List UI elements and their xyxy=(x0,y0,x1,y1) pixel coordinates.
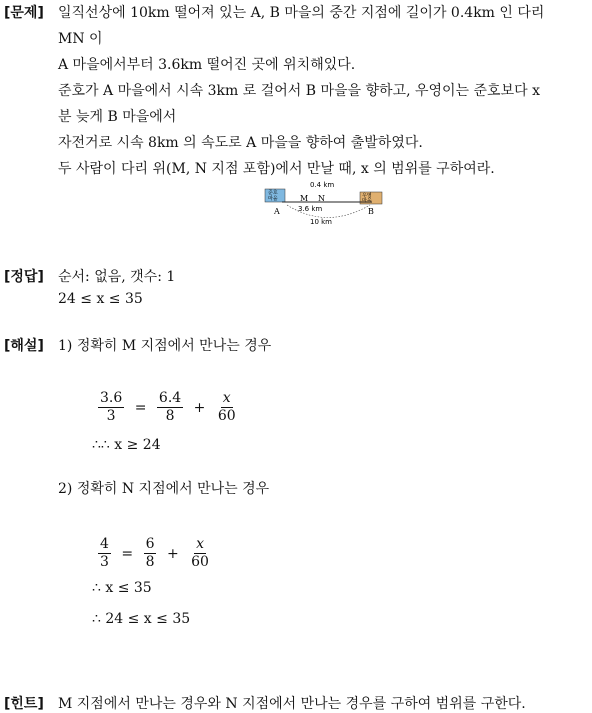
left-sign-top: 준호 xyxy=(268,190,278,196)
case1-result: ∴∴ x ≥ 24 xyxy=(92,437,161,453)
problem-line-1: 일직선상에 10km 떨어져 있는 A, B 마을의 중간 지점에 길이가 0.4km 인 다리 xyxy=(58,5,545,21)
m-label: M xyxy=(300,194,309,203)
case2-f2-den: 8 xyxy=(145,554,155,570)
case1-f1-num: 3.6 xyxy=(100,390,123,406)
hint-text: M 지점에서 만나는 경우와 N 지점에서 만나는 경우를 구하여 범위를 구한다. xyxy=(58,696,526,712)
right-sign-top: 우영 xyxy=(362,193,372,199)
diagram-top-label: 0.4 km xyxy=(310,181,335,189)
case2-fraction-2 xyxy=(144,536,157,571)
case2-f1-den: 3 xyxy=(100,554,109,570)
case2-f2-num: 6 xyxy=(145,536,155,552)
hint-label: [힌트] xyxy=(4,696,44,712)
case2-title: 2) 정확히 N 지점에서 만나는 경우 xyxy=(58,481,270,497)
case1-fraction-2 xyxy=(157,390,183,425)
plus-sign: + xyxy=(166,545,179,562)
answer-line-1: 순서: 없음, 갯수: 1 xyxy=(58,269,176,285)
case2-equation xyxy=(96,536,213,571)
right-sign-bottom: 마을 xyxy=(362,198,372,204)
case2-fraction-3 xyxy=(189,536,211,571)
n-label: N xyxy=(318,194,325,203)
case1-f3-num: x xyxy=(222,390,231,406)
problem-line-3: A 마을에서부터 3.6km 떨어진 곳에 위치해있다. xyxy=(58,57,356,73)
problem-line-4: 준호가 A 마을에서 시속 3km 로 걸어서 B 마을을 향하고, 우영이는 준호보다 x xyxy=(58,83,540,99)
case1-f3-den: 60 xyxy=(217,408,236,424)
case2-fraction-1 xyxy=(98,536,111,571)
left-sign-bottom: 마을 xyxy=(268,196,278,202)
answer-label: [정답] xyxy=(4,269,44,285)
problem-label: [문제] xyxy=(4,5,44,21)
case1-equation xyxy=(96,390,240,425)
case2-f1-num: 4 xyxy=(100,536,109,552)
case1-fraction-3 xyxy=(216,390,238,425)
case1-f2-den: 8 xyxy=(165,408,175,424)
solution-label: [해설] xyxy=(4,338,44,354)
case1-fraction-1 xyxy=(98,390,124,425)
plus-sign: + xyxy=(193,399,206,416)
equals-sign: = xyxy=(134,399,147,416)
case2-f3-den: 60 xyxy=(191,554,209,570)
problem-line-5: 분 늦게 B 마을에서 xyxy=(58,109,177,125)
final-result: ∴ 24 ≤ x ≤ 35 xyxy=(92,611,191,627)
problem-line-7: 두 사람이 다리 위(M, N 지점 포함)에서 만날 때, x 의 범위를 구하여라. xyxy=(58,161,495,177)
case1-f1-den: 3 xyxy=(106,408,116,424)
case1-f2-num: 6.4 xyxy=(158,390,182,406)
case2-result: ∴ x ≤ 35 xyxy=(92,580,152,596)
bridge-diagram xyxy=(262,180,392,228)
case1-title: 1) 정확히 M 지점에서 만나는 경우 xyxy=(58,338,272,354)
a-label: A xyxy=(274,207,280,216)
problem-line-6: 자전거로 시속 8km 의 속도로 A 마을을 향하여 출발하였다. xyxy=(58,135,423,151)
case2-f3-num: x xyxy=(196,536,204,552)
b-label: B xyxy=(368,207,374,216)
equals-sign: = xyxy=(121,545,134,562)
left-distance: 3.6 km xyxy=(298,205,323,213)
problem-line-2: MN 이 xyxy=(58,31,103,47)
total-distance: 10 km xyxy=(310,218,333,226)
answer-line-2: 24 ≤ x ≤ 35 xyxy=(58,291,143,307)
